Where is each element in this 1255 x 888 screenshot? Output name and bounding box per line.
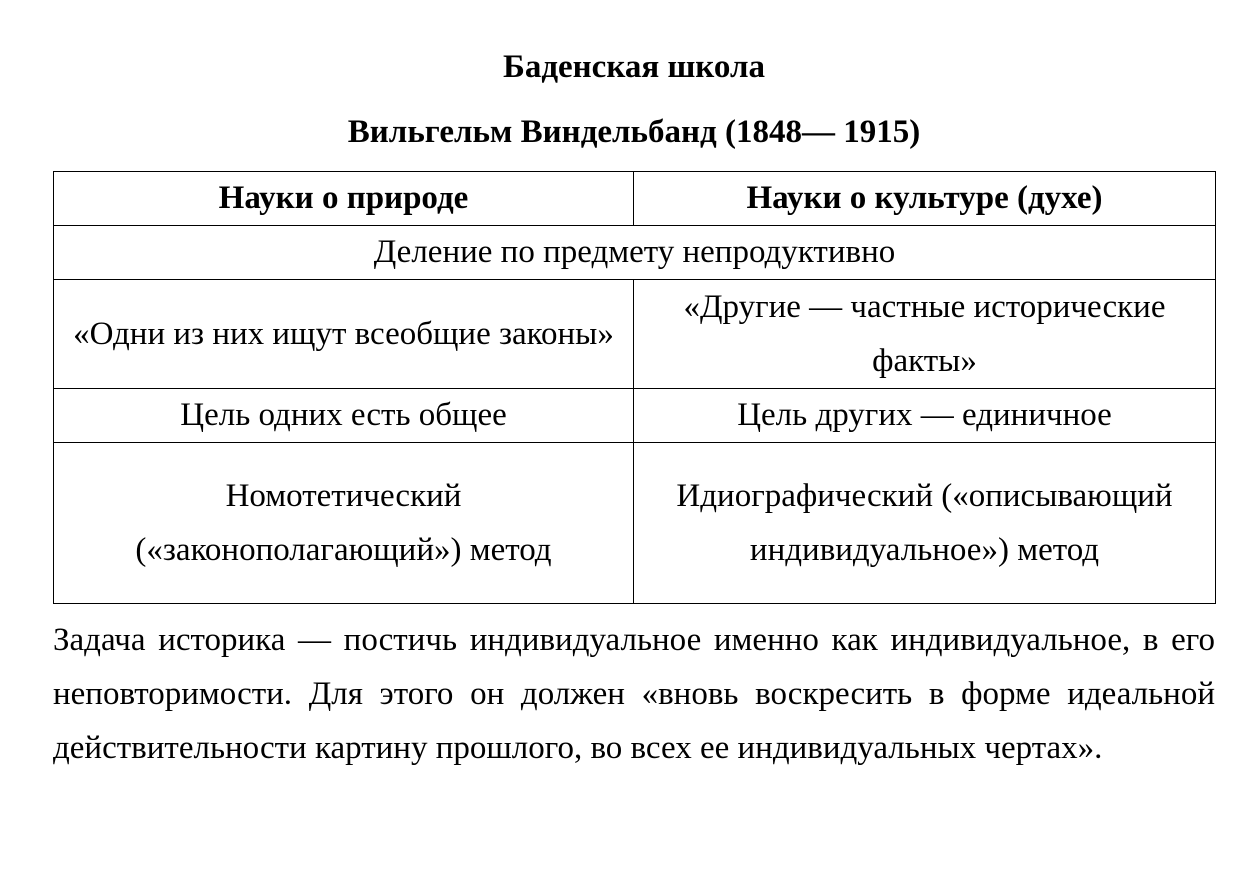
table-cell-span: Деление по предмету непродуктивно [54, 226, 1216, 280]
body-paragraph: Задача историка — постичь индивидуальное именно как индивидуальное, в его неповторимости. Для этого он должен «вновь воскресить в форме идеальной действительности картину прошлого, во всех ее индивидуальных чертах». [53, 622, 1215, 766]
school-title: Баденская школа [503, 49, 765, 85]
column-header-culture-sciences: Науки о культуре (духе) [634, 172, 1216, 226]
table-cell: «Одни из них ищут всеобщие законы» [54, 280, 634, 389]
table-cell: Цель других — единичное [634, 389, 1216, 443]
table-cell: Номотетический («законополагающий») метод [54, 443, 634, 604]
table-cell: Цель одних есть общее [54, 389, 634, 443]
philosopher-title: Вильгельм Виндельбанд (1848— 1915) [347, 114, 921, 150]
table-cell: «Другие — частные исторические факты» [634, 280, 1216, 389]
table-row [54, 389, 1216, 443]
comparison-table [53, 171, 1216, 604]
table-row [54, 280, 1216, 389]
table-row [54, 226, 1216, 280]
column-header-nature-sciences: Науки о природе [54, 172, 634, 226]
table-header-row [54, 172, 1216, 226]
table-row [54, 443, 1216, 604]
table-cell: Идиографический («описывающий индивидуальное») метод [634, 443, 1216, 604]
